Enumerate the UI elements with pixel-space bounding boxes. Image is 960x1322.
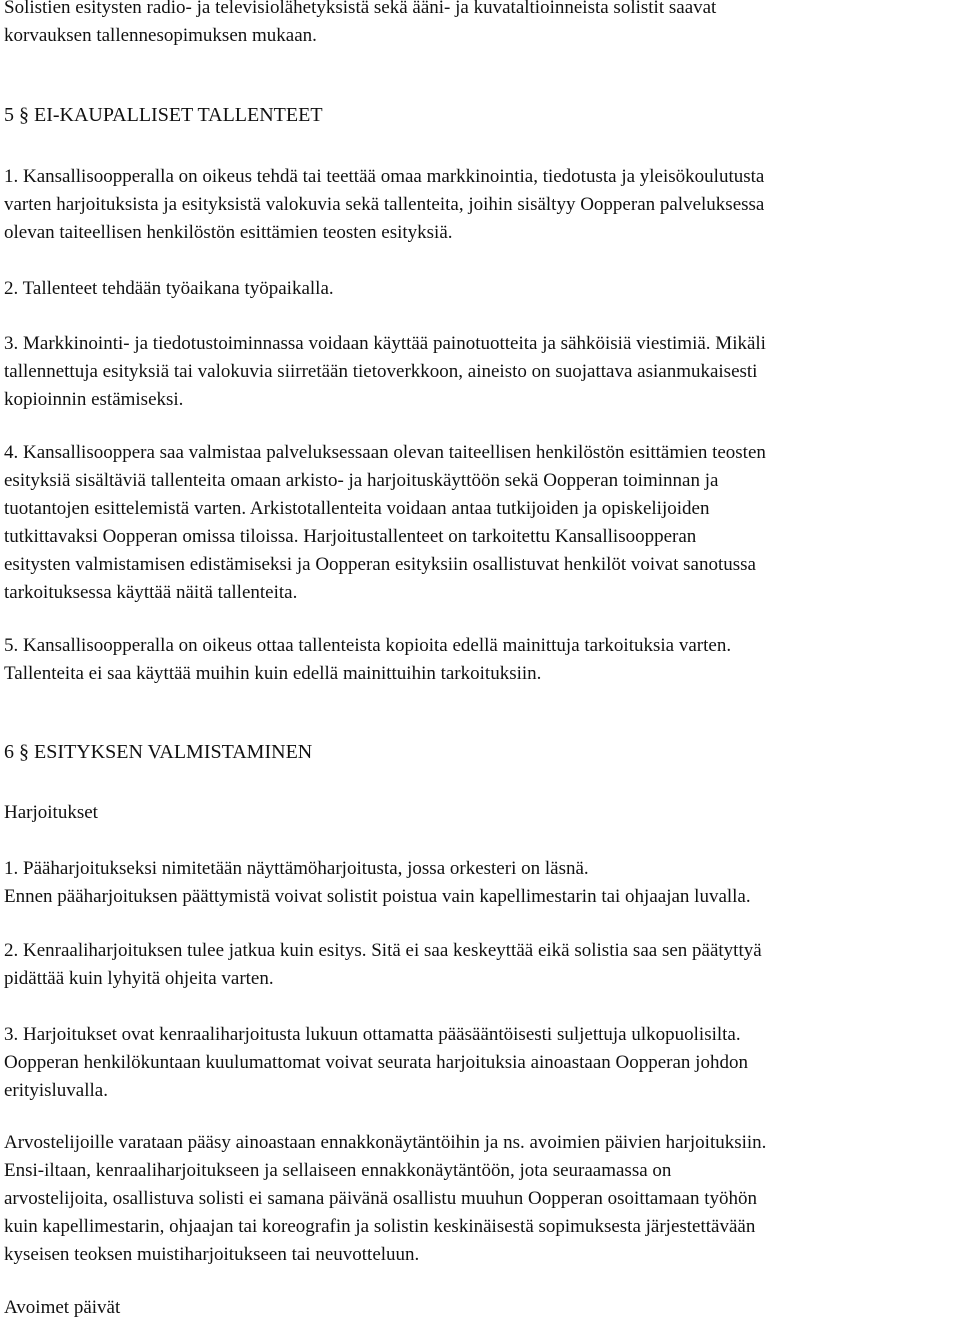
section-number: 6	[4, 741, 14, 763]
section-title: EI-KAUPALLISET TALLENTEET	[34, 104, 323, 126]
section-6-paragraph-2	[4, 937, 762, 993]
section-6-heading	[4, 738, 312, 766]
text-line: tuotantojen esittelemistä varten. Arkistotallenteita voidaan antaa tutkijoiden ja opiskelijoiden	[4, 498, 710, 519]
text-line: tallennettuja esityksiä tai valokuvia siirretään tietoverkkoon, aineisto on suojattava asianmukaisesti	[4, 361, 758, 382]
section-5-paragraph-2	[4, 275, 334, 303]
critics-paragraph	[4, 1129, 766, 1269]
text-line: Ennen pääharjoituksen päättymistä voivat solistit poistua vain kapellimestarin tai ohjaajan luvalla.	[4, 886, 751, 907]
text-line: pidättää kuin lyhyitä ohjeita varten.	[4, 968, 274, 989]
text-line: arvostelijoita, osallistuva solisti ei samana päivänä osallistu muuhun Oopperan osoittamaan työhön	[4, 1188, 757, 1209]
text-line: varten harjoituksista ja esityksistä valokuvia sekä tallenteita, joihin sisältyy Oopperan palveluksessa	[4, 194, 765, 215]
section-6-paragraph-1	[4, 855, 751, 911]
section-5-paragraph-1	[4, 163, 764, 247]
text-line: korvauksen tallennesopimuksen mukaan.	[4, 25, 317, 46]
text-line: esityksiä sisältäviä tallenteita omaan arkisto- ja harjoituskäyttöön sekä Oopperan toiminnan ja	[4, 470, 719, 491]
text-line: olevan taiteellisen henkilöstön esittämien teosten esityksiä.	[4, 222, 453, 243]
section-5-paragraph-4	[4, 439, 766, 607]
text-line: Tallenteita ei saa käyttää muihin kuin edellä mainittuihin tarkoituksiin.	[4, 663, 542, 684]
intro-paragraph	[4, 0, 716, 50]
section-5-paragraph-3	[4, 330, 766, 414]
text-line: 3. Markkinointi- ja tiedotustoiminnassa voidaan käyttää painotuotteita ja sähköisiä viestimiä. Mikäli	[4, 333, 766, 354]
section-5-paragraph-5	[4, 632, 731, 688]
text-line: 1. Pääharjoitukseksi nimitetään näyttämöharjoitusta, jossa orkesteri on läsnä.	[4, 858, 589, 879]
section-title: ESITYKSEN VALMISTAMINEN	[34, 741, 313, 763]
text-line: Solistien esitysten radio- ja televisiolähetyksistä sekä ääni- ja kuvataltioinneista solistit saavat	[4, 0, 717, 18]
text-line: kopioinnin estämiseksi.	[4, 389, 184, 410]
text-line: 3. Harjoitukset ovat kenraaliharjoitusta lukuun ottamatta pääsääntöisesti suljettuja ulkopuolisilta.	[4, 1024, 741, 1045]
section-6-paragraph-3	[4, 1021, 748, 1105]
subheading-harjoitukset: Harjoitukset	[4, 802, 98, 823]
section-number: 5	[4, 104, 14, 126]
text-line: tutkittavaksi Oopperan omissa tiloissa. Harjoitustallenteet on tarkoitettu Kansallisoopperan	[4, 526, 697, 547]
section-5-heading	[4, 101, 323, 129]
text-line: Arvostelijoille varataan pääsy ainoastaan ennakkonäytäntöihin ja ns. avoimien päivien harjoituksiin.	[4, 1132, 767, 1153]
text-line: 2. Kenraaliharjoituksen tulee jatkua kuin esitys. Sitä ei saa keskeyttää eikä solistia saa sen päätyttyä	[4, 940, 762, 961]
text-line: 5. Kansallisoopperalla on oikeus ottaa tallenteista kopioita edellä mainittuja tarkoituksia varten.	[4, 635, 732, 656]
text-line: tarkoituksessa käyttää näitä tallenteita.	[4, 582, 298, 603]
text-line: 1. Kansallisoopperalla on oikeus tehdä tai teettää omaa markkinointia, tiedotusta ja yleisökoulutusta	[4, 166, 765, 187]
section-sign: §	[19, 104, 29, 126]
text-line: 2. Tallenteet tehdään työaikana työpaikalla.	[4, 278, 334, 299]
section-sign: §	[19, 741, 29, 763]
text-line: esitysten valmistamisen edistämiseksi ja Oopperan esityksiin osallistuvat henkilöt voivat sanotussa	[4, 554, 756, 575]
text-line: kuin kapellimestarin, ohjaajan tai koreografin ja solistin keskinäisestä sopimuksesta järjestettävään	[4, 1216, 756, 1237]
text-line: erityisluvalla.	[4, 1080, 108, 1101]
text-line: 4. Kansallisooppera saa valmistaa palveluksessaan olevan taiteellisen henkilöstön esittämien teosten	[4, 442, 766, 463]
text-line: Ensi-iltaan, kenraaliharjoitukseen ja sellaiseen ennakkonäytäntöön, jota seuraamassa on	[4, 1160, 672, 1181]
subheading-avoimet-paivat: Avoimet päivät	[4, 1297, 121, 1318]
text-line: kyseisen teoksen muistiharjoitukseen tai neuvotteluun.	[4, 1244, 420, 1265]
text-line: Oopperan henkilökuntaan kuulumattomat voivat seurata harjoituksia ainoastaan Oopperan johdon	[4, 1052, 748, 1073]
